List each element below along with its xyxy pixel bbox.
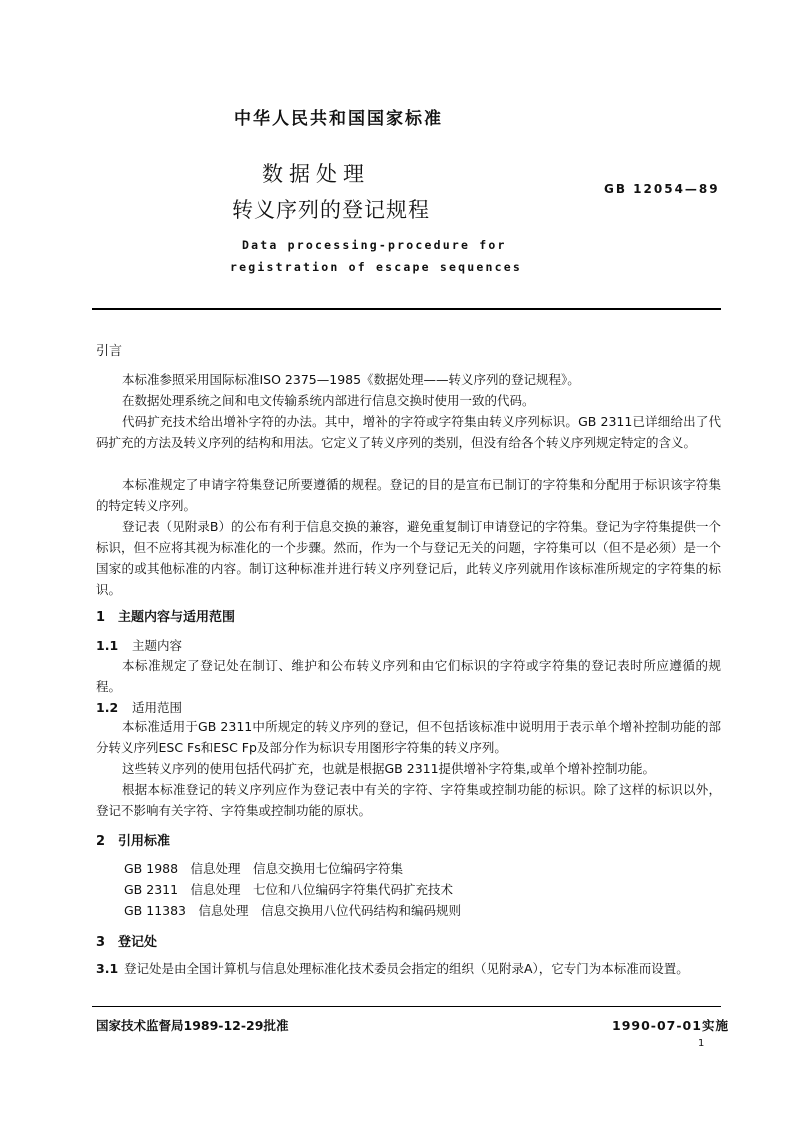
section-1-1-heading <box>96 636 182 654</box>
section-1-1-text: 本标准规定了登记处在制订、维护和公布转义序列和由它们标识的字符或字符集的登记表时所应遵循的规程。 <box>96 658 721 694</box>
english-title-line2: registration of escape sequences <box>230 260 522 274</box>
document-title-line1: 数据处理 <box>262 162 370 186</box>
section-number: 1.1 <box>96 638 119 653</box>
section-3-heading: 3 登记处 <box>96 935 158 950</box>
top-divider <box>92 308 721 310</box>
section-title: 主题内容 <box>132 638 183 653</box>
intro-paragraph: 本标准规定了申请字符集登记所要遵循的规程。登记的目的是宣布已制订的字符集和分配用于标识该字符集的特定转义序列。 <box>96 477 721 513</box>
section-3-1-text <box>96 958 721 979</box>
page-number: 1 <box>698 1038 705 1049</box>
section-1-2-text: 这些转义序列的使用包括代码扩充，也就是根据GB 2311提供增补字符集,或单个增补控制功能。 <box>122 761 656 776</box>
reference-item: GB 11383 信息处理 信息交换用八位代码结构和编码规则 <box>124 903 462 918</box>
section-title: 适用范围 <box>132 700 183 715</box>
section-2-heading: 2 引用标准 <box>96 834 171 849</box>
intro-paragraph: 本标准参照采用国际标准ISO 2375—1985《数据处理——转义序列的登记规程》。 <box>122 372 580 387</box>
intro-paragraph: 登记表（见附录B）的公布有利于信息交换的兼容，避免重复制订申请登记的字符集。登记为字符集提供一个标识，但不应将其视为标准化的一个步骤。然而，作为一个与登记无关的问题，字符集可以（但不是必须）是一个国家的或其他标准的内容。制订这种标准并进行转义序列登记后，此转义序列就用作该标准所规定的字符集的标识。 <box>96 519 722 597</box>
section-number: 3.1 <box>96 961 119 976</box>
section-1-2-heading <box>96 698 182 716</box>
reference-item: GB 1988 信息处理 信息交换用七位编码字符集 <box>124 861 404 876</box>
standard-code: GB 12054—89 <box>604 182 720 196</box>
standard-header: 中华人民共和国国家标准 <box>234 109 443 129</box>
intro-paragraph: 在数据处理系统之间和电文传输系统内部进行信息交换时使用一致的代码。 <box>122 393 535 408</box>
section-1-heading: 1 主题内容与适用范围 <box>96 610 236 625</box>
section-number: 1.2 <box>96 700 119 715</box>
effective-date: 1990-07-01实施 <box>612 1018 729 1033</box>
section-1-2-text: 本标准适用于GB 2311中所规定的转义序列的登记，但不包括该标准中说明用于表示单个增补控制功能的部分转义序列ESC Fs和ESC Fp及部分作为标识专用图形字符集的转义序列。 <box>96 719 721 755</box>
bottom-divider <box>92 1006 721 1007</box>
section-body: 登记处是由全国计算机与信息处理标准化技术委员会指定的组织（见附录A），它专门为本标准而设置。 <box>124 961 689 976</box>
reference-item: GB 2311 信息处理 七位和八位编码字符集代码扩充技术 <box>124 882 454 897</box>
approval-date: 国家技术监督局1989-12-29批准 <box>96 1018 289 1033</box>
intro-paragraph: 代码扩充技术给出增补字符的办法。其中，增补的字符或字符集由转义序列标识。GB 2311已详细给出了代码扩充的方法及转义序列的结构和用法。它定义了转义序列的类别，但没有给各个转义序列规定特定的含义。 <box>96 414 721 450</box>
english-title-line1: Data processing-procedure for <box>242 238 507 252</box>
document-title-line2: 转义序列的登记规程 <box>232 198 430 222</box>
intro-heading: 引言 <box>96 344 123 359</box>
section-1-2-text: 根据本标准登记的转义序列应作为登记表中有关的字符、字符集或控制功能的标识。除了这样的标识以外，登记不影响有关字符、字符集或控制功能的原状。 <box>96 782 721 818</box>
